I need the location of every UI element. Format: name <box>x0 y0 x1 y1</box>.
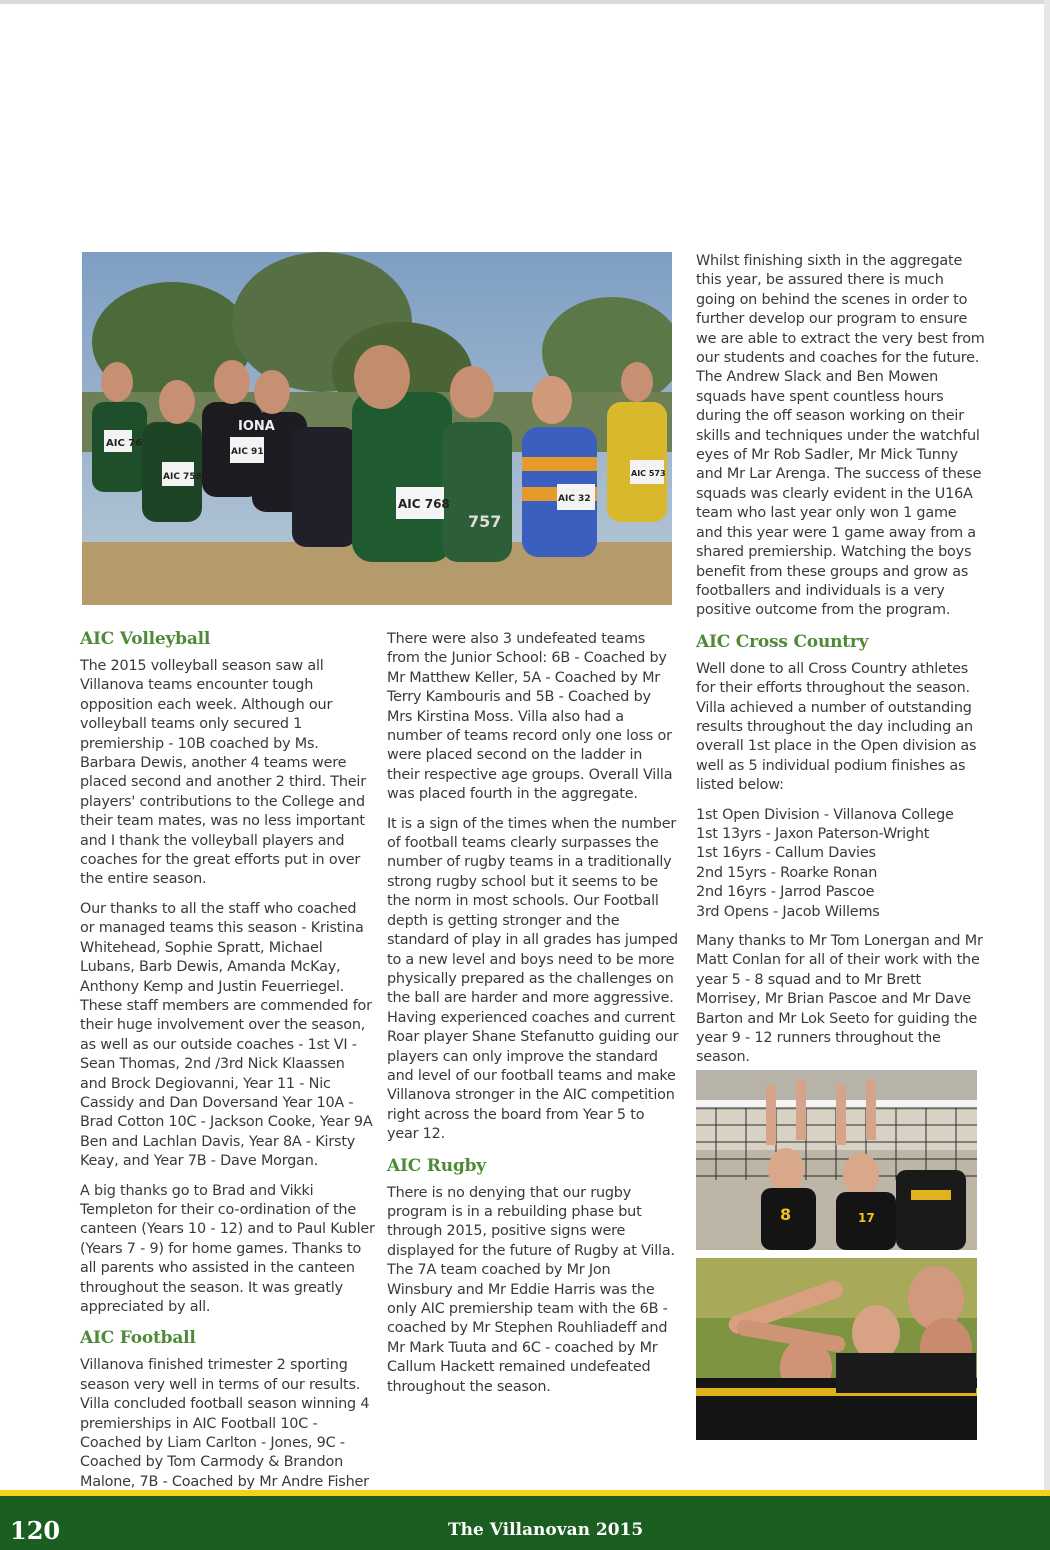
page-number: 120 <box>10 1516 61 1545</box>
football-heading: AIC Football <box>80 1328 196 1349</box>
bib-758: AIC 758 <box>163 472 202 482</box>
bib-757: 757 <box>468 512 502 531</box>
result-item: 3rd Opens - Jacob Willems <box>696 903 880 920</box>
iona-jersey-text: IONA <box>238 419 275 434</box>
rugby-heading: AIC Rugby <box>387 1155 486 1176</box>
cross-country-paragraph-2: Many thanks to Mr Tom Lonergan and Mr Matt Conlan for all of their work with the year 5 - 8 squad and to Mr Brett Morrisey, Mr Brian Pascoe and Mr Dave Barton and Mr Lok Seeto for guiding the year 9 - 12 runners throughout the season. <box>696 933 983 1066</box>
cross-country-paragraph-1: Well done to all Cross Country athletes for their efforts throughout the season. Villa achieved a number of outstanding results throughout the day including an overall 1st place in the Open division as well as 5 individual podium finishes as listed below: <box>696 660 977 794</box>
bib-768: AIC 768 <box>398 497 450 511</box>
jersey-8: 8 <box>780 1205 792 1224</box>
column-3 <box>696 252 986 1078</box>
result-item: 1st 16yrs - Callum Davies <box>696 845 876 862</box>
result-item: 1st Open Division - Villanova College <box>696 806 954 823</box>
column-1 <box>80 628 375 1541</box>
jersey-17: 17 <box>858 1211 875 1225</box>
bib-573: AIC 573 <box>631 469 666 478</box>
result-item: 1st 13yrs - Jaxon Paterson-Wright <box>696 825 930 842</box>
volleyball-photo <box>696 1070 977 1250</box>
volleyball-paragraph-3: A big thanks go to Brad and Vikki Templeton for their co-ordination of the canteen (Years 10 - 12) and to Paul Kubler (Years 7 - 9) for home games. Thanks to all parents who assisted in the canteen throughout the season. It was greatly appreciated by all. <box>80 1182 375 1315</box>
result-item: 2nd 15yrs - Roarke Ronan <box>696 864 878 881</box>
football-paragraph-3: It is a sign of the times when the number of football teams clearly surpasses the number of rugby teams in a traditionally strong rugby school but it seems to be the norm in most schools. Our Football depth is getting stronger and the standard of play in all grades has jumped to a new level and boys need to be more physically prepared as the challenges on the ball are harder and more aggressive. Having experienced coaches and current Roar player Shane Stefanutto guiding our players can only improve the standard and level of our football teams and make Villanova stronger in the AIC competition right across the board from Year 5 to year 12. <box>387 815 679 1143</box>
rugby-paragraph-1: There is no denying that our rugby program is in a rebuilding phase but through 2015, positive signs were displayed for the future of Rugby at Villa. The 7A team coached by Mr Jon Winsbury and Mr Eddie Harris was the only AIC premiership team with the 6B - coached by Mr Stephen Rouhliadeff and Mr Mark Tuuta and 6C - coached by Mr Callum Hackett remained undefeated throughout the season. <box>387 1184 675 1395</box>
result-item: 2nd 16yrs - Jarrod Pascoe <box>696 884 875 901</box>
bib-76: AIC 76 <box>106 438 143 449</box>
volleyball-heading: AIC Volleyball <box>80 629 211 649</box>
football-paragraph-2: There were also 3 undefeated teams from the Junior School: 6B - Coached by Mr Matthew Keller, 5A - Coached by Mr Terry Kambouris and 5B - Coached by Mrs Kirstina Moss. Villa also had a number of teams record only one loss or were placed second on the ladder in their respective age groups. Overall Villa was placed fourth in the aggregate. <box>387 631 673 803</box>
volleyball-paragraph-1: The 2015 volleyball season saw all Villanova teams encounter tough opposition each week. Although our volleyball teams only secured 1 premiership - 10B coached by Ms. Barbara Dewis, another 4 teams were placed second and another 2 third. Their players' contributions to the College and their team mates, was no less important and I thank the volleyball players and coaches for the great efforts put in over the entire season. <box>80 658 366 888</box>
cross-country-heading: AIC Cross Country <box>696 631 869 652</box>
bib-32: AIC 32 <box>558 494 591 504</box>
publication-title: The Villanovan 2015 <box>448 1520 644 1540</box>
cross-country-photo <box>82 252 672 605</box>
column-2 <box>387 630 679 1407</box>
volleyball-paragraph-2: Our thanks to all the staff who coached or managed teams this season - Kristina Whitehead, Sophie Spratt, Michael Lubans, Barb Dewis, Amanda McKay, Anthony Kemp and Justin Feuerriegel. These staff members are commended for their huge involvement over the season, as well as our outside coaches - 1st VI - Sean Thomas, 2nd /3rd Nick Klaassen and Brock Degiovanni, Year 11 - Nic Cassidy and Dan Doversand Year 10A - Brad Cotton 10C - Jackson Cooke, Year 9A Ben and Lachlan Davis, Year 8A - Kirsty Keay, and Year 7B - Dave Morgan. <box>80 900 373 1170</box>
team-huddle-photo <box>696 1258 977 1440</box>
rugby-paragraph-2: Whilst finishing sixth in the aggregate this year, be assured there is much going on behind the scenes in order to further develop our program to ensure we are able to extract the very best from our students and coaches for the future. The Andrew Slack and Ben Mowen squads have spent countless hours during the off season working on their skills and techniques under the watchful eyes of Mr Rob Sadler, Mr Mick Tunny and Mr Lar Arenga. The success of these squads was clearly evident in the U16A team who last year only won 1 game and this year were 1 game away from a shared premiership. Watching the boys benefit from these groups and grow as footballers and individuals is a very positive outcome from the program. <box>696 253 985 619</box>
cross-country-results-list <box>696 806 986 922</box>
page-top-edge <box>0 0 1050 4</box>
football-paragraph-1: Villanova finished trimester 2 sporting season very well in terms of our results. Villa concluded football season winning 4 premierships in AIC Football 10C - Coached by Liam Carlton - Jones, 9C - Coached by Tom Carmody & Brandon Malone, 7B - Coached by Mr Andre Fisher <box>80 1357 370 1490</box>
page-right-edge <box>1044 0 1050 1490</box>
bib-91: AIC 91 <box>231 447 264 457</box>
